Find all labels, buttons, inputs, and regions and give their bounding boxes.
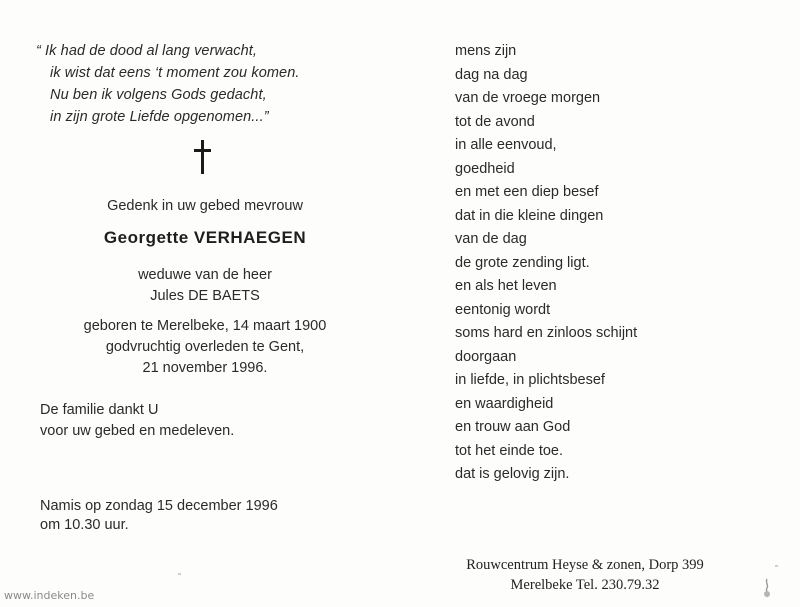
poem-line: in liefde, in plichtsbesef (455, 372, 605, 388)
birth-line: geboren te Merelbeke, 14 maart 1900 (83, 318, 327, 334)
latin-cross-icon (200, 140, 206, 174)
quote-line: ik wist dat eens ‘t moment zou komen. (50, 65, 300, 81)
spouse-info (40, 265, 370, 307)
family-thanks (40, 400, 234, 442)
thanks-line: voor uw gebed en medeleven. (40, 423, 235, 439)
place-and-date (40, 497, 278, 535)
spouse-line: weduwe van de heer (138, 267, 272, 283)
funeral-home (440, 555, 730, 595)
poem-line: dat in die kleine dingen (455, 207, 604, 224)
poem-line: van de dag (455, 231, 527, 247)
indeken-logo-icon (760, 578, 774, 598)
poem-line: soms hard en zinloos schijnt (455, 325, 638, 341)
deceased-name: Georgette VERHAEGEN (103, 228, 307, 247)
place-line: Namis op zondag 15 december 1996 (40, 498, 278, 514)
death-line: godvruchtig overleden te Gent, (105, 339, 305, 355)
funeral-home-phone: Merelbeke Tel. 230.79.32 (510, 577, 660, 593)
poem-line: en met een diep besef (455, 184, 599, 200)
poem-line: eentonig wordt (455, 301, 551, 318)
poem-line: en trouw aan God (455, 419, 571, 435)
site-watermark: www.indeken.be (4, 589, 95, 602)
poem-line: mens zijn (455, 43, 517, 59)
poem-line: dat is gelovig zijn. (455, 466, 570, 482)
poem-line: in alle eenvoud, (455, 137, 557, 153)
poem-line: tot het einde toe. (455, 442, 564, 459)
paper-speck (178, 573, 181, 575)
life-dates (40, 316, 370, 379)
time-line: om 10.30 uur. (40, 517, 129, 533)
death-date: 21 november 1996. (142, 360, 268, 376)
funeral-home-address: Rouwcentrum Heyse & zonen, Dorp 399 (466, 557, 704, 573)
quote-line: “ Ik had de dood al lang verwacht, (36, 43, 258, 59)
paper-speck (775, 565, 778, 567)
poem-line: de grote zending ligt. (455, 254, 590, 271)
poem (455, 40, 637, 487)
poem-line: doorgaan (455, 348, 517, 365)
quote-line: in zijn grote Liefde opgenomen...” (50, 109, 269, 125)
poem-line: goedheid (455, 160, 515, 177)
quote-line: Nu ben ik volgens Gods gedacht, (50, 87, 267, 103)
poem-line: dag na dag (455, 66, 528, 83)
poem-line: tot de avond (455, 113, 535, 130)
poem-line: en als het leven (455, 278, 557, 294)
poem-line: en waardigheid (455, 395, 554, 412)
remembrance-intro: Gedenk in uw gebed mevrouw (107, 198, 303, 214)
poem-line: van de vroege morgen (455, 90, 601, 106)
opening-quote (36, 40, 300, 128)
thanks-line: De familie dankt U (40, 402, 159, 418)
spouse-name: Jules DE BAETS (150, 288, 260, 304)
